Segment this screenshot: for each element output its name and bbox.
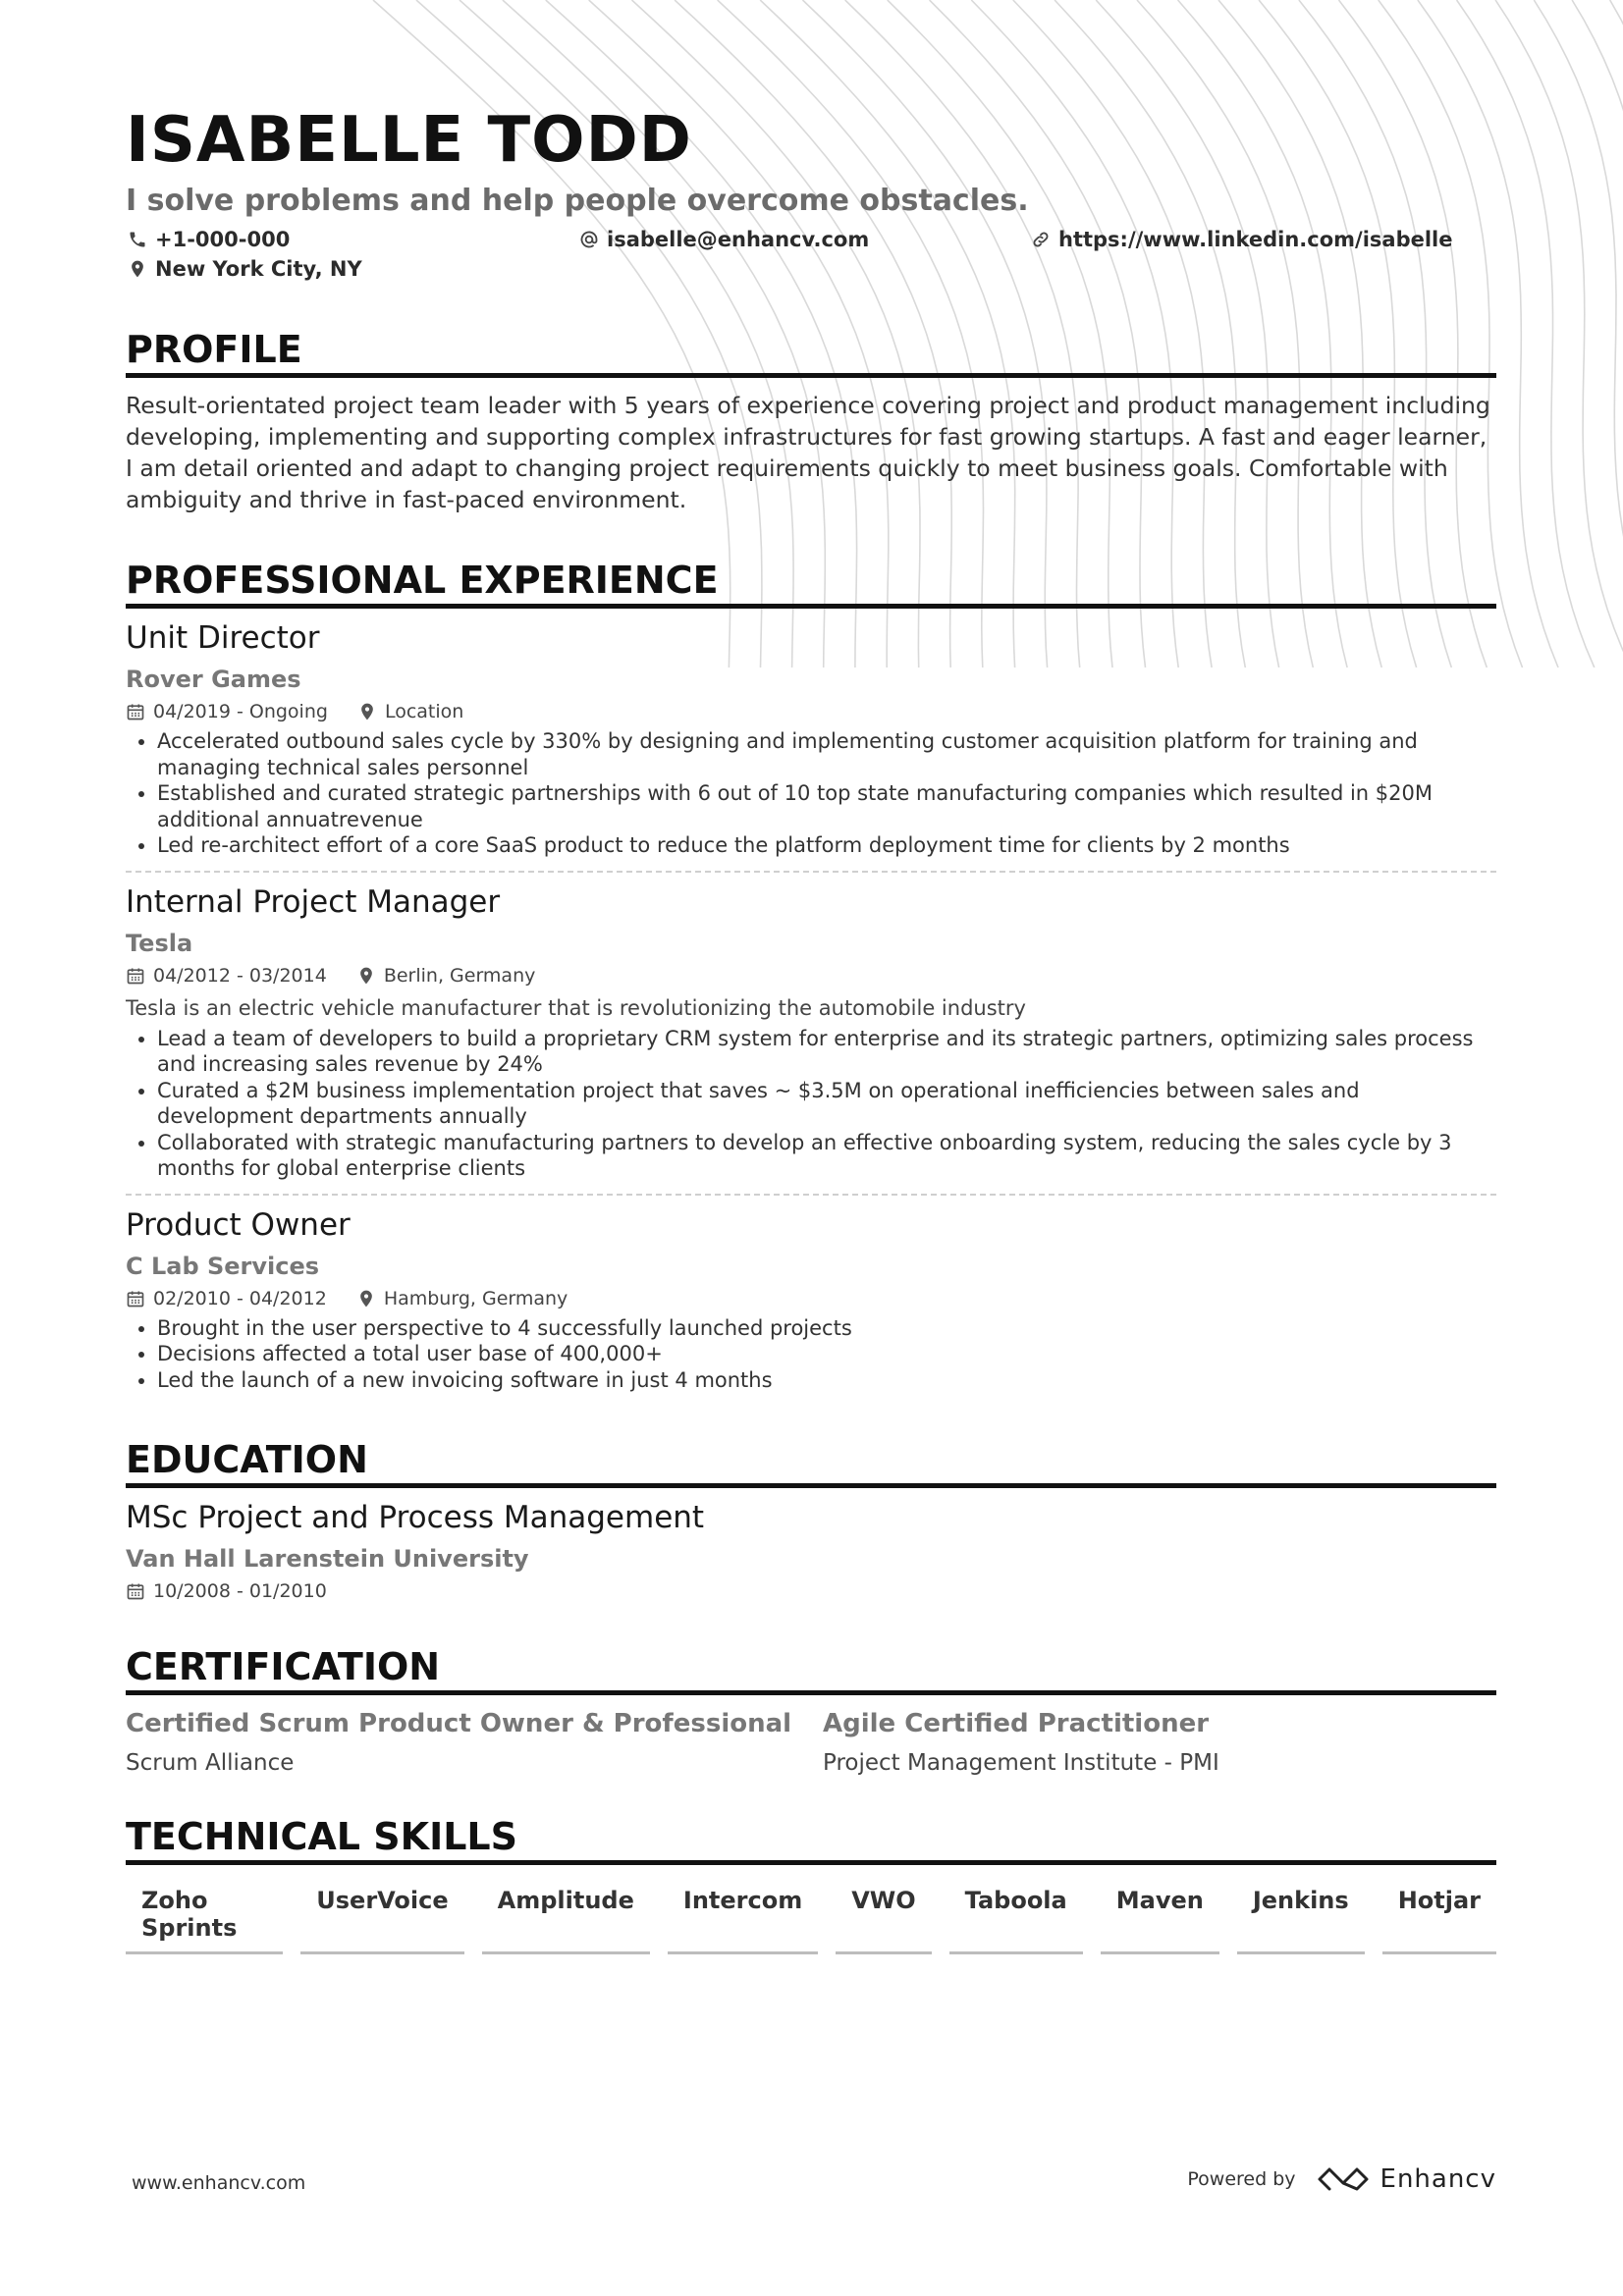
phone-text: +1-000-000 <box>155 228 291 252</box>
job-bullets <box>126 1026 1496 1182</box>
location-text: New York City, NY <box>155 257 362 282</box>
profile-summary: Result-orientated project team leader with 5 years of experience covering project and product management including developing, implementing and supporting complex infrastructures for fast growing startups. A fast and eager learner, I am detail oriented and adapt to changing project requirements quickly to meet business goals. Comfortable with ambiguity and thrive in fast-paced environment. <box>126 392 1490 514</box>
job-location <box>356 1288 568 1309</box>
job-dates-text: 02/2010 - 04/2012 <box>153 1287 327 1309</box>
contact-phone[interactable] <box>128 228 290 251</box>
job-bullet: • Accelerated outbound sales cycle by 330% by designing and implementing customer acquisition platform for training and managing technical sales personnel <box>157 728 1496 780</box>
education-meta <box>126 1580 1496 1602</box>
certification-section <box>126 1645 1496 1776</box>
company-description: Tesla is an electric vehicle manufacturer that is revolutionizing the automobile industry <box>126 995 1026 1020</box>
job-role: Unit Director <box>126 620 320 657</box>
job-bullet: • Established and curated strategic partnerships with 6 out of 10 top state manufacturing companies which resulted in $20M additional annuatrevenue <box>157 780 1496 832</box>
job-role: Internal Project Manager <box>126 883 501 920</box>
location-pin-icon <box>356 966 376 986</box>
skills-title: TECHNICAL SKILLS <box>126 1815 1496 1865</box>
location-pin-icon <box>357 702 377 721</box>
job-bullets <box>126 1315 1496 1394</box>
contact-location <box>128 257 362 281</box>
skill-tag: VWO <box>836 1887 931 1954</box>
experience-title: PROFESSIONAL EXPERIENCE <box>126 559 1496 609</box>
education-school: Van Hall Larenstein University <box>126 1545 529 1574</box>
job-dates <box>126 965 327 987</box>
job-bullet: • Brought in the user perspective to 4 successfully launched projects <box>157 1315 1496 1342</box>
skill-tag: UserVoice <box>300 1887 463 1954</box>
footer-branding <box>1187 2164 1496 2194</box>
experience-section <box>126 559 1496 1405</box>
wave-line <box>1495 0 1623 667</box>
job-bullet: • Collaborated with strategic manufacturing partners to develop an effective onboarding system, reducing the sales cycle by 3 months for global enterprise clients <box>157 1130 1496 1182</box>
skill-tag: Jenkins <box>1237 1887 1365 1954</box>
skill-tag: Zoho Sprints <box>126 1887 283 1954</box>
skills-list <box>126 1887 1496 1954</box>
job-location <box>356 965 536 987</box>
job-location <box>357 701 463 722</box>
candidate-tagline: I solve problems and help people overcome obstacles. <box>126 184 1029 219</box>
calendar-icon <box>126 966 145 986</box>
skills-section <box>126 1815 1496 1954</box>
job-dates <box>126 1288 327 1309</box>
skill-tag: Maven <box>1101 1887 1219 1954</box>
contact-info <box>126 228 1496 289</box>
powered-by-label: Powered by <box>1187 2168 1296 2190</box>
certification-name: Certified Scrum Product Owner & Professional <box>126 1709 792 1739</box>
job-meta <box>126 1288 1496 1309</box>
brand-name: Enhancv <box>1380 2164 1496 2194</box>
certification-name: Agile Certified Practitioner <box>823 1709 1210 1739</box>
job-bullet: • Led the launch of a new invoicing software in just 4 months <box>157 1367 1496 1394</box>
education-section <box>126 1438 1496 1602</box>
job-bullet: • Led re-architect effort of a core SaaS product to reduce the platform deployment time for clients by 2 months <box>157 832 1496 859</box>
job-role: Product Owner <box>126 1206 351 1243</box>
calendar-icon <box>126 702 145 721</box>
phone-icon <box>128 230 147 249</box>
resume-header <box>126 104 1496 289</box>
skill-tag: Taboola <box>949 1887 1083 1954</box>
job-bullets <box>126 728 1496 859</box>
enhancv-logo[interactable] <box>1316 2164 1496 2194</box>
link-icon <box>1031 230 1051 249</box>
skill-tag: Hotjar <box>1382 1887 1496 1954</box>
experience-item <box>126 873 1496 1196</box>
job-location-text: Hamburg, Germany <box>383 1287 568 1309</box>
education-title: EDUCATION <box>126 1438 1496 1488</box>
job-meta <box>126 701 1496 722</box>
linkedin-text: https://www.linkedin.com/isabelle <box>1058 228 1453 252</box>
location-pin-icon <box>128 259 147 279</box>
calendar-icon <box>126 1289 145 1308</box>
experience-item <box>126 609 1496 873</box>
job-bullet: • Lead a team of developers to build a proprietary CRM system for enterprise and its strategic partners, optimizing sales process and increasing sales revenue by 24% <box>157 1026 1496 1078</box>
job-company: Tesla <box>126 929 193 957</box>
job-dates-text: 04/2019 - Ongoing <box>153 701 328 723</box>
job-bullet: • Curated a $2M business implementation project that saves ~ $3.5M on operational inefficiencies between sales and development departments annually <box>157 1078 1496 1130</box>
candidate-name: ISABELLE TODD <box>126 104 692 177</box>
certification-title: CERTIFICATION <box>126 1645 1496 1695</box>
certification-issuer: Project Management Institute - PMI <box>823 1750 1219 1777</box>
education-degree: MSc Project and Process Management <box>126 1500 705 1536</box>
skill-tag: Amplitude <box>482 1887 650 1954</box>
education-dates-text: 10/2008 - 01/2010 <box>153 1580 327 1603</box>
profile-title: PROFILE <box>126 328 1496 378</box>
certification-list <box>126 1709 1496 1776</box>
calendar-icon <box>126 1581 145 1601</box>
at-icon <box>579 230 599 249</box>
certification-item <box>799 1709 1496 1776</box>
experience-item <box>126 1196 1496 1406</box>
education-dates <box>126 1580 327 1602</box>
enhancv-logo-icon <box>1316 2165 1371 2193</box>
resume-page <box>126 104 1496 1954</box>
job-company: Rover Games <box>126 666 301 694</box>
email-text: isabelle@enhancv.com <box>607 228 870 252</box>
footer-website-link[interactable]: www.enhancv.com <box>132 2172 306 2194</box>
contact-email[interactable] <box>579 228 869 251</box>
job-location-text: Location <box>384 701 464 723</box>
job-company: C Lab Services <box>126 1252 320 1280</box>
job-dates-text: 04/2012 - 03/2014 <box>153 964 327 987</box>
contact-linkedin[interactable] <box>1031 228 1453 251</box>
skill-tag: Intercom <box>668 1887 818 1954</box>
page-footer <box>132 2164 1496 2204</box>
job-dates <box>126 701 328 722</box>
job-meta <box>126 965 1496 987</box>
wave-line <box>1534 0 1623 667</box>
job-bullet: • Decisions affected a total user base of 400,000+ <box>157 1341 1496 1367</box>
job-location-text: Berlin, Germany <box>383 964 536 987</box>
certification-item <box>126 1709 799 1776</box>
profile-section <box>126 328 1496 515</box>
location-pin-icon <box>356 1289 376 1308</box>
certification-issuer: Scrum Alliance <box>126 1750 295 1777</box>
